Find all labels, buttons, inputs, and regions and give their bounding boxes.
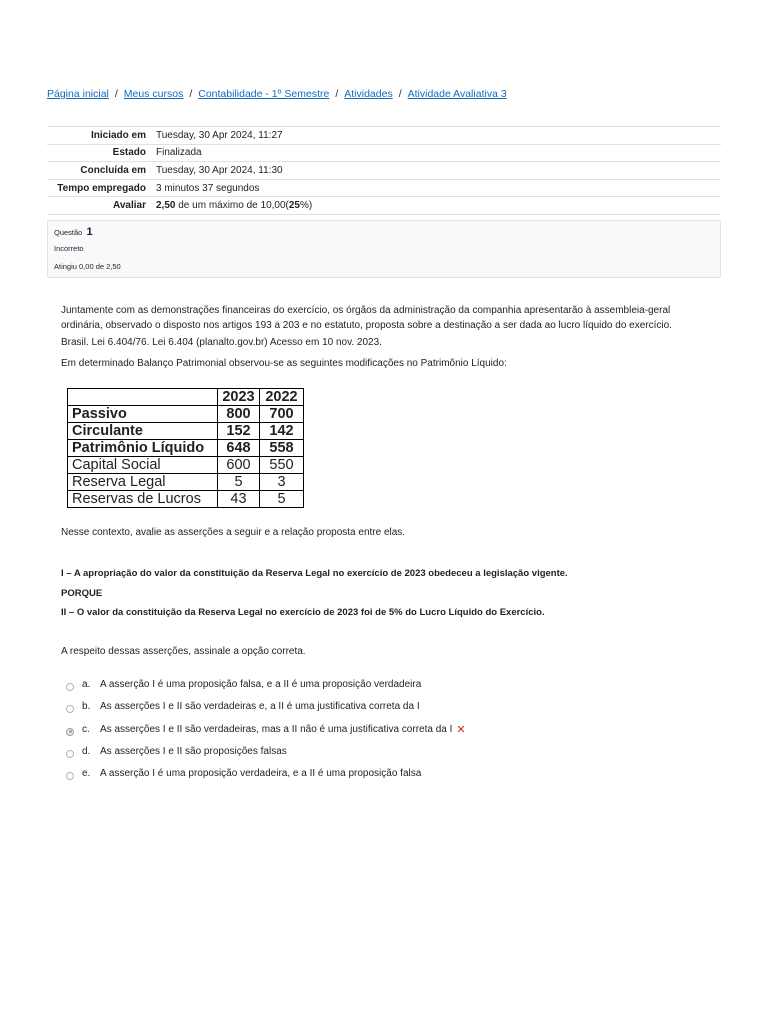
option-letter: c. [82,724,90,735]
assertion-one: I – A apropriação do valor da constituição da Reserva Legal no exercício de 2023 obedeceu a legislação vigente. [61,568,568,579]
option-letter: e. [82,768,91,779]
balance-row [68,440,304,457]
question-prompt: A respeito dessas asserções, assinale a opção correta. [61,646,306,657]
summary-label: Estado [47,144,156,162]
summary-label: Concluída em [47,162,156,180]
summary-label: Avaliar [47,197,156,215]
answer-option-c[interactable] [66,723,466,736]
balance-label: Reserva Legal [68,474,218,491]
summary-value: Tuesday, 30 Apr 2024, 11:30 [156,162,721,180]
balance-value-2022: 700 [260,406,304,423]
option-text: As asserções I e II são proposições falsas [100,746,287,757]
question-source: Brasil. Lei 6.404/76. Lei 6.404 (planalto.gov.br) Acesso em 10 nov. 2023. [61,337,382,348]
summary-row-completed [47,162,721,180]
option-text: As asserções I e II são verdadeiras, mas a II não é uma justificativa correta da I [100,724,453,735]
question-state: Incorreto [54,244,84,253]
question-grade: Atingiu 0,00 de 2,50 [54,262,121,271]
balance-value-2023: 600 [218,457,260,474]
balance-sheet-image [67,388,304,508]
grade-score: 2,50 [156,200,176,212]
balance-row [68,406,304,423]
question-intro: Juntamente com as demonstrações financeiras do exercício, os órgãos da administração da companhia apresentarão à assembleia-geral ordinária, observado o disposto nos artigos 193 a 203 e no estatuto, proposta sobre a destinação a ser dada ao lucro líquido do exercício. [61,305,672,331]
balance-value-2023: 152 [218,423,260,440]
balance-row [68,457,304,474]
option-letter: d. [82,746,91,757]
balance-header-2023: 2023 [218,389,260,406]
balance-label: Patrimônio Líquido [68,440,218,457]
balance-value-2023: 5 [218,474,260,491]
balance-value-2023: 800 [218,406,260,423]
radio-button-checked[interactable] [66,728,74,736]
question-context: Nesse contexto, avalie as asserções a seguir e a relação proposta entre elas. [61,527,406,538]
balance-label: Capital Social [68,457,218,474]
summary-label: Iniciado em [47,127,156,145]
breadcrumb-separator: / [114,88,118,100]
option-text: A asserção I é uma proposição verdadeira, e a II é uma proposição falsa [100,768,422,779]
question-lead: Em determinado Balanço Patrimonial observou-se as seguintes modificações no Patrimônio Líquido: [61,358,507,369]
summary-grade-value [156,197,721,215]
summary-row-started [47,127,721,145]
summary-value: Tuesday, 30 Apr 2024, 11:27 [156,127,721,145]
radio-button[interactable] [66,750,74,758]
balance-label: Reservas de Lucros [68,491,218,508]
balance-header-2022: 2022 [260,389,304,406]
answer-option-d[interactable] [66,746,287,757]
answer-option-e[interactable] [66,768,421,779]
option-text: A asserção I é uma proposição falsa, e a II é uma proposição verdadeira [100,679,422,690]
option-letter: a. [82,679,91,690]
incorrect-icon: ✕ [456,724,466,736]
breadcrumb-course[interactable]: Contabilidade - 1º Semestre [198,88,330,100]
question-prefix: Questão [54,228,83,237]
answer-option-b[interactable] [66,701,420,712]
summary-label: Tempo empregado [47,179,156,197]
breadcrumb [47,88,507,100]
summary-row-grade [47,197,721,215]
breadcrumb-separator: / [335,88,339,100]
balance-sheet-header [68,389,304,406]
answer-option-a[interactable] [66,679,421,690]
assertion-two: II – O valor da constituição da Reserva Legal no exercício de 2023 foi de 5% do Lucro Líquido do Exercício. [61,607,545,618]
balance-row [68,491,304,508]
breadcrumb-separator: / [398,88,402,100]
balance-label: Passivo [68,406,218,423]
summary-row-state [47,144,721,162]
balance-value-2023: 43 [218,491,260,508]
radio-button[interactable] [66,705,74,713]
radio-button[interactable] [66,683,74,691]
option-text: As asserções I e II são verdadeiras e, a II é uma justificativa correta da I [100,701,420,712]
balance-value-2022: 558 [260,440,304,457]
balance-value-2023: 648 [218,440,260,457]
grade-end: %) [299,200,313,212]
radio-button[interactable] [66,772,74,780]
balance-label: Circulante [68,423,218,440]
breadcrumb-separator: / [189,88,193,100]
breadcrumb-activity[interactable]: Atividade Avaliativa 3 [407,88,507,100]
question-info-box [47,220,721,278]
question-number [54,226,93,238]
balance-value-2022: 3 [260,474,304,491]
attempt-summary-table [47,126,721,215]
balance-row [68,423,304,440]
breadcrumb-activities[interactable]: Atividades [344,88,393,100]
grade-percent: 25 [288,200,300,212]
grade-max: de um máximo de 10,00( [175,200,289,212]
breadcrumb-my-courses[interactable]: Meus cursos [123,88,184,100]
balance-value-2022: 142 [260,423,304,440]
option-letter: b. [82,701,91,712]
balance-row [68,474,304,491]
summary-row-time-taken [47,179,721,197]
summary-value: 3 minutos 37 segundos [156,179,721,197]
porque-label: PORQUE [61,588,103,599]
summary-value: Finalizada [156,144,721,162]
balance-header-blank [68,389,218,406]
question-number-value: 1 [86,226,93,238]
breadcrumb-home[interactable]: Página inicial [47,88,109,100]
balance-value-2022: 550 [260,457,304,474]
balance-value-2022: 5 [260,491,304,508]
